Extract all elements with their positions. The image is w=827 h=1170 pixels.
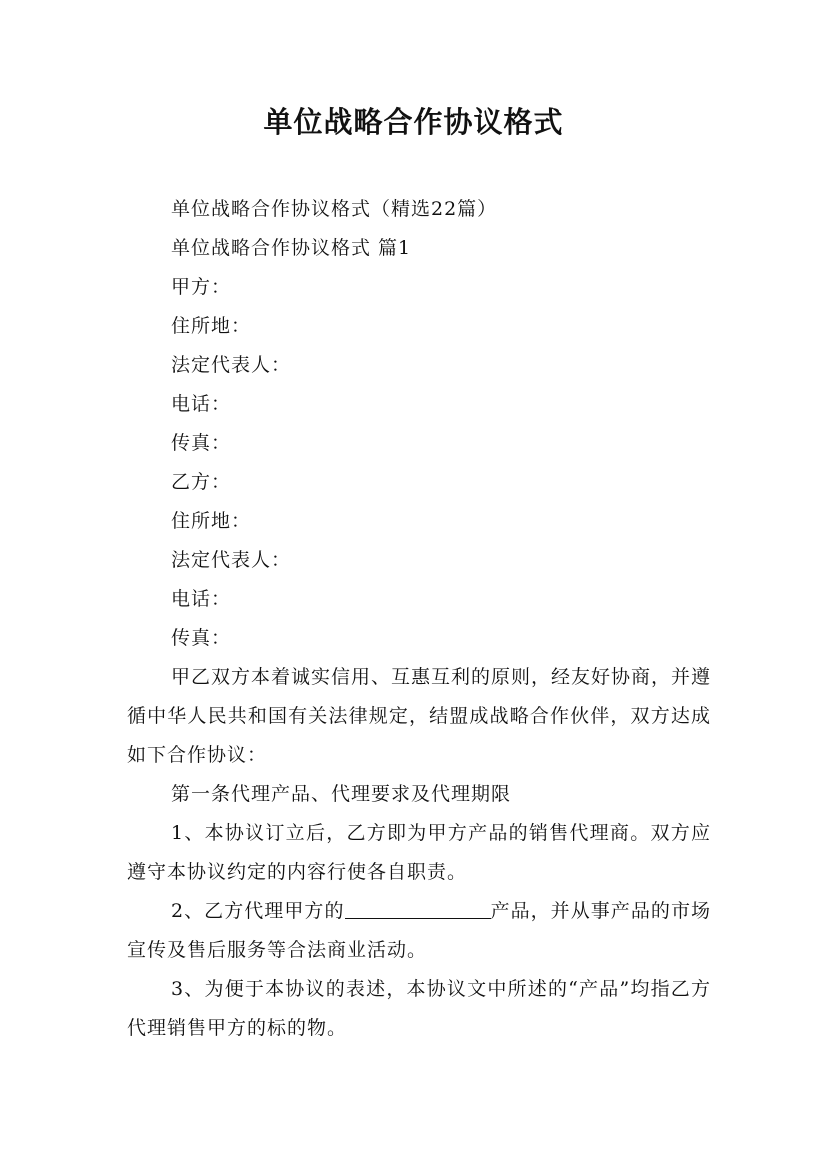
- article-one-heading: 第一条代理产品、代理要求及代理期限: [171, 783, 512, 805]
- subtitle-line: 单位战略合作协议格式（精选22篇）: [171, 198, 498, 220]
- party-b-label: 乙方：: [171, 471, 232, 493]
- party-b-fax: 传真：: [171, 627, 232, 649]
- party-a-address: 住所地：: [171, 315, 252, 337]
- party-b-phone: 电话：: [171, 588, 232, 610]
- clause-1: 1、本协议订立后，乙方即为甲方产品的销售代理商。双方应遵守本协议约定的内容行使各自职责。: [127, 822, 711, 883]
- document-title: 单位战略合作协议格式: [263, 105, 564, 139]
- party-a-legal-rep: 法定代表人：: [171, 354, 292, 376]
- clause-3: 3、为便于本协议的表述，本协议文中所述的“产品”均指乙方代理销售甲方的标的物。: [127, 978, 711, 1039]
- party-b-address: 住所地：: [171, 510, 252, 532]
- clause-2: [127, 892, 711, 970]
- fill-in-blank: [345, 896, 491, 919]
- document-body: [127, 190, 711, 1048]
- party-a-phone: 电话：: [171, 393, 232, 415]
- section-heading: 单位战略合作协议格式 篇1: [171, 237, 412, 259]
- party-b-legal-rep: 法定代表人：: [171, 549, 292, 571]
- preamble-paragraph: 甲乙双方本着诚实信用、互惠互利的原则，经友好协商，并遵循中华人民共和国有关法律规定，结盟成战略合作伙伴，双方达成如下合作协议：: [127, 666, 712, 766]
- clause-2-after: 产品，并从事产品的市场宣传及售后服务等合法商业活动。: [127, 900, 711, 961]
- party-a-fax: 传真：: [171, 432, 232, 454]
- party-a-label: 甲方：: [171, 276, 232, 298]
- clause-2-before: 2、乙方代理甲方的: [171, 900, 345, 922]
